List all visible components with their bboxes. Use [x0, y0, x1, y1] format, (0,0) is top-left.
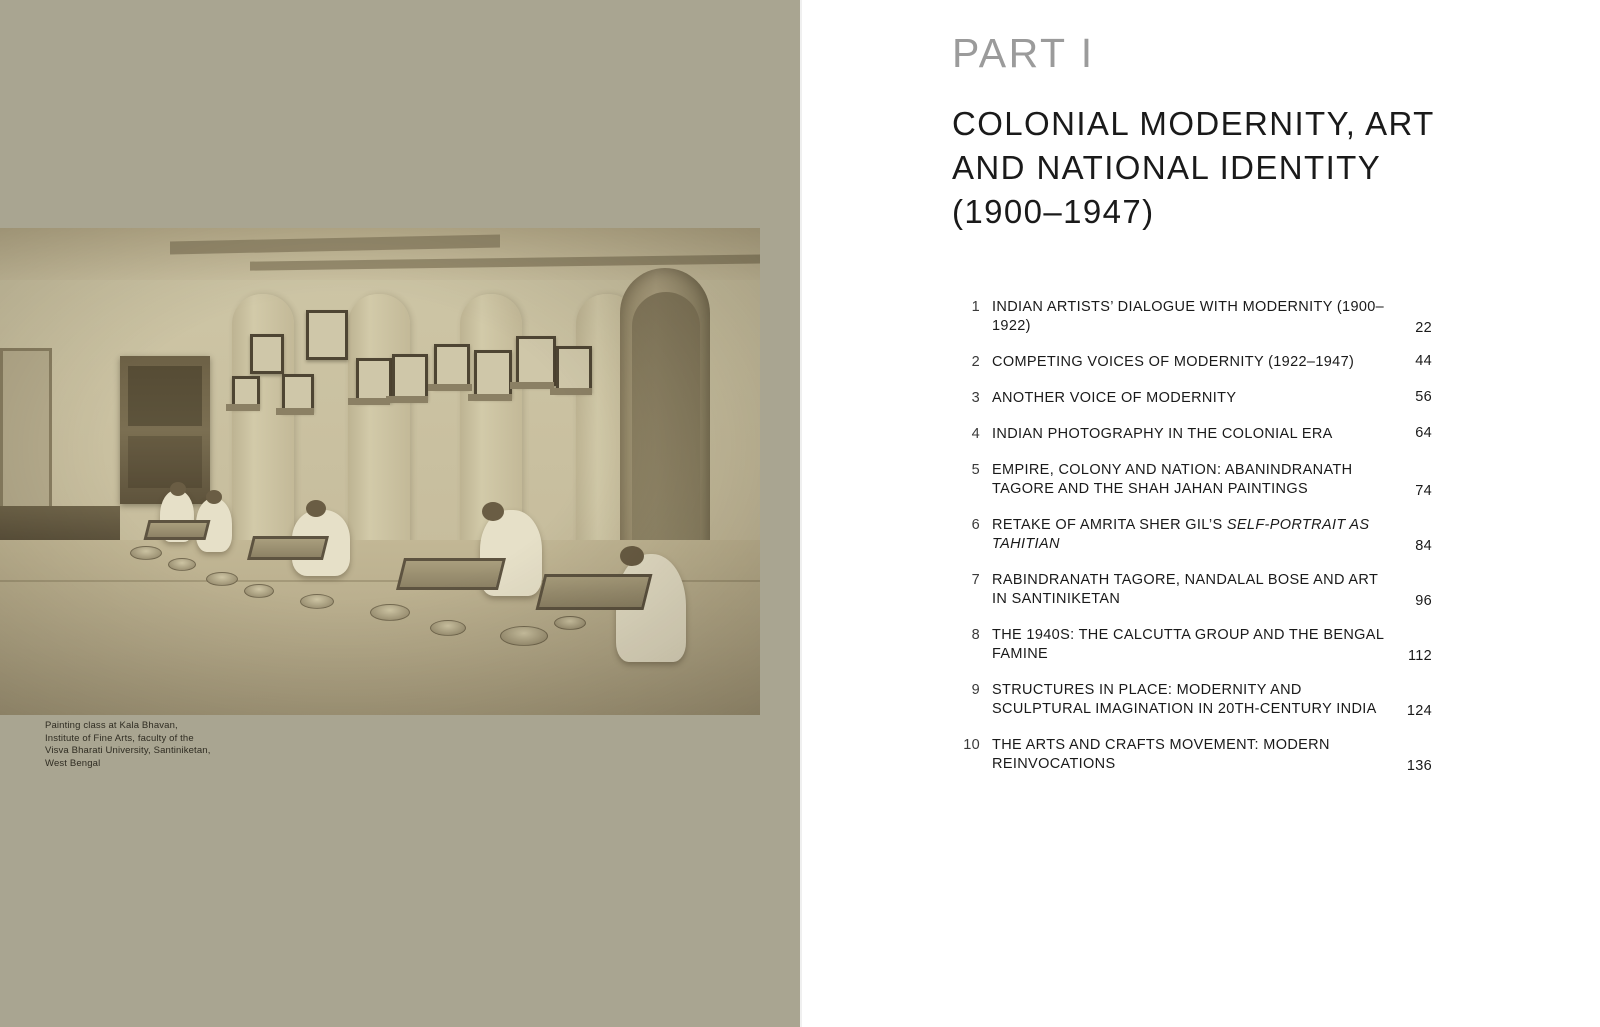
toc-entry-page: 44: [1415, 353, 1432, 369]
toc-entry-page: 96: [1415, 593, 1432, 609]
toc-entry[interactable]: [952, 298, 1432, 336]
toc-entry-page: 74: [1415, 483, 1432, 499]
toc-entry-title: ANOTHER VOICE OF MODERNITY: [992, 390, 1237, 406]
toc-entry-title: COMPETING VOICES OF MODERNITY (1922–1947): [992, 354, 1355, 370]
toc-entry-number: 2: [971, 354, 980, 370]
toc-entry[interactable]: [952, 353, 1432, 372]
toc-entry-number: 7: [971, 572, 980, 588]
toc-entry[interactable]: [952, 461, 1432, 499]
toc-entry-number: 9: [971, 682, 980, 698]
toc-entry-page: 112: [1407, 648, 1432, 664]
toc-entry-title: INDIAN PHOTOGRAPHY IN THE COLONIAL ERA: [992, 426, 1333, 442]
toc-entry-title-main: RETAKE OF AMRITA SHER GIL’S: [992, 517, 1227, 533]
toc-entry-title-italic: SELF-PORTRAIT AS TAHITIAN: [992, 517, 1370, 552]
toc-entry-page: 84: [1415, 538, 1432, 554]
toc-entry-title: THE ARTS AND CRAFTS MOVEMENT: MODERN REINVOCATIONS: [992, 737, 1330, 772]
toc-entry-title: [980, 516, 1386, 554]
toc-entry-number: 1: [971, 299, 980, 315]
toc-entry[interactable]: [952, 516, 1432, 554]
toc-entry-number: 6: [971, 517, 980, 533]
photo-caption: Painting class at Kala Bhavan, Institute of Fine Arts, faculty of the Visva Bharati University, Santiniketan, West Bengal: [45, 720, 211, 769]
page-title: COLONIAL MODERNITY, ART AND NATIONAL IDENTITY (1900–1947): [952, 105, 1435, 230]
part-label: PART I: [952, 30, 1095, 76]
toc-entry-title: RABINDRANATH TAGORE, NANDALAL BOSE AND ART IN SANTINIKETAN: [992, 572, 1378, 607]
photo-image: [0, 228, 760, 715]
toc-entry-title: INDIAN ARTISTS’ DIALOGUE WITH MODERNITY (1900–1922): [992, 299, 1385, 334]
toc-entry-number: 3: [971, 390, 980, 406]
toc-entry-number: 4: [971, 426, 980, 442]
toc-entry-page: 124: [1406, 703, 1432, 719]
toc-entry[interactable]: [952, 626, 1432, 664]
photo-vignette: [0, 228, 760, 715]
toc-entry[interactable]: [952, 425, 1432, 444]
table-of-contents: [952, 298, 1432, 791]
toc-entry[interactable]: [952, 389, 1432, 408]
toc-entry-page: 22: [1415, 320, 1432, 336]
toc-entry-page: 136: [1406, 758, 1432, 774]
toc-entry-number: 5: [971, 462, 980, 478]
toc-entry-number: 10: [963, 737, 980, 753]
toc-entry-number: 8: [971, 627, 980, 643]
toc-entry-title: THE 1940S: THE CALCUTTA GROUP AND THE BENGAL FAMINE: [992, 627, 1384, 662]
toc-entry[interactable]: [952, 681, 1432, 719]
toc-entry-page: 56: [1415, 389, 1432, 405]
toc-entry[interactable]: [952, 736, 1432, 774]
right-page: [800, 0, 1600, 1027]
archival-photograph: [0, 228, 760, 715]
toc-entry-page: 64: [1415, 425, 1432, 441]
toc-entry[interactable]: [952, 571, 1432, 609]
page-gutter: [800, 0, 802, 1027]
toc-entry-title: STRUCTURES IN PLACE: MODERNITY AND SCULPTURAL IMAGINATION IN 20TH-CENTURY INDIA: [992, 682, 1377, 717]
toc-entry-title: EMPIRE, COLONY AND NATION: ABANINDRANATH TAGORE AND THE SHAH JAHAN PAINTINGS: [992, 462, 1353, 497]
